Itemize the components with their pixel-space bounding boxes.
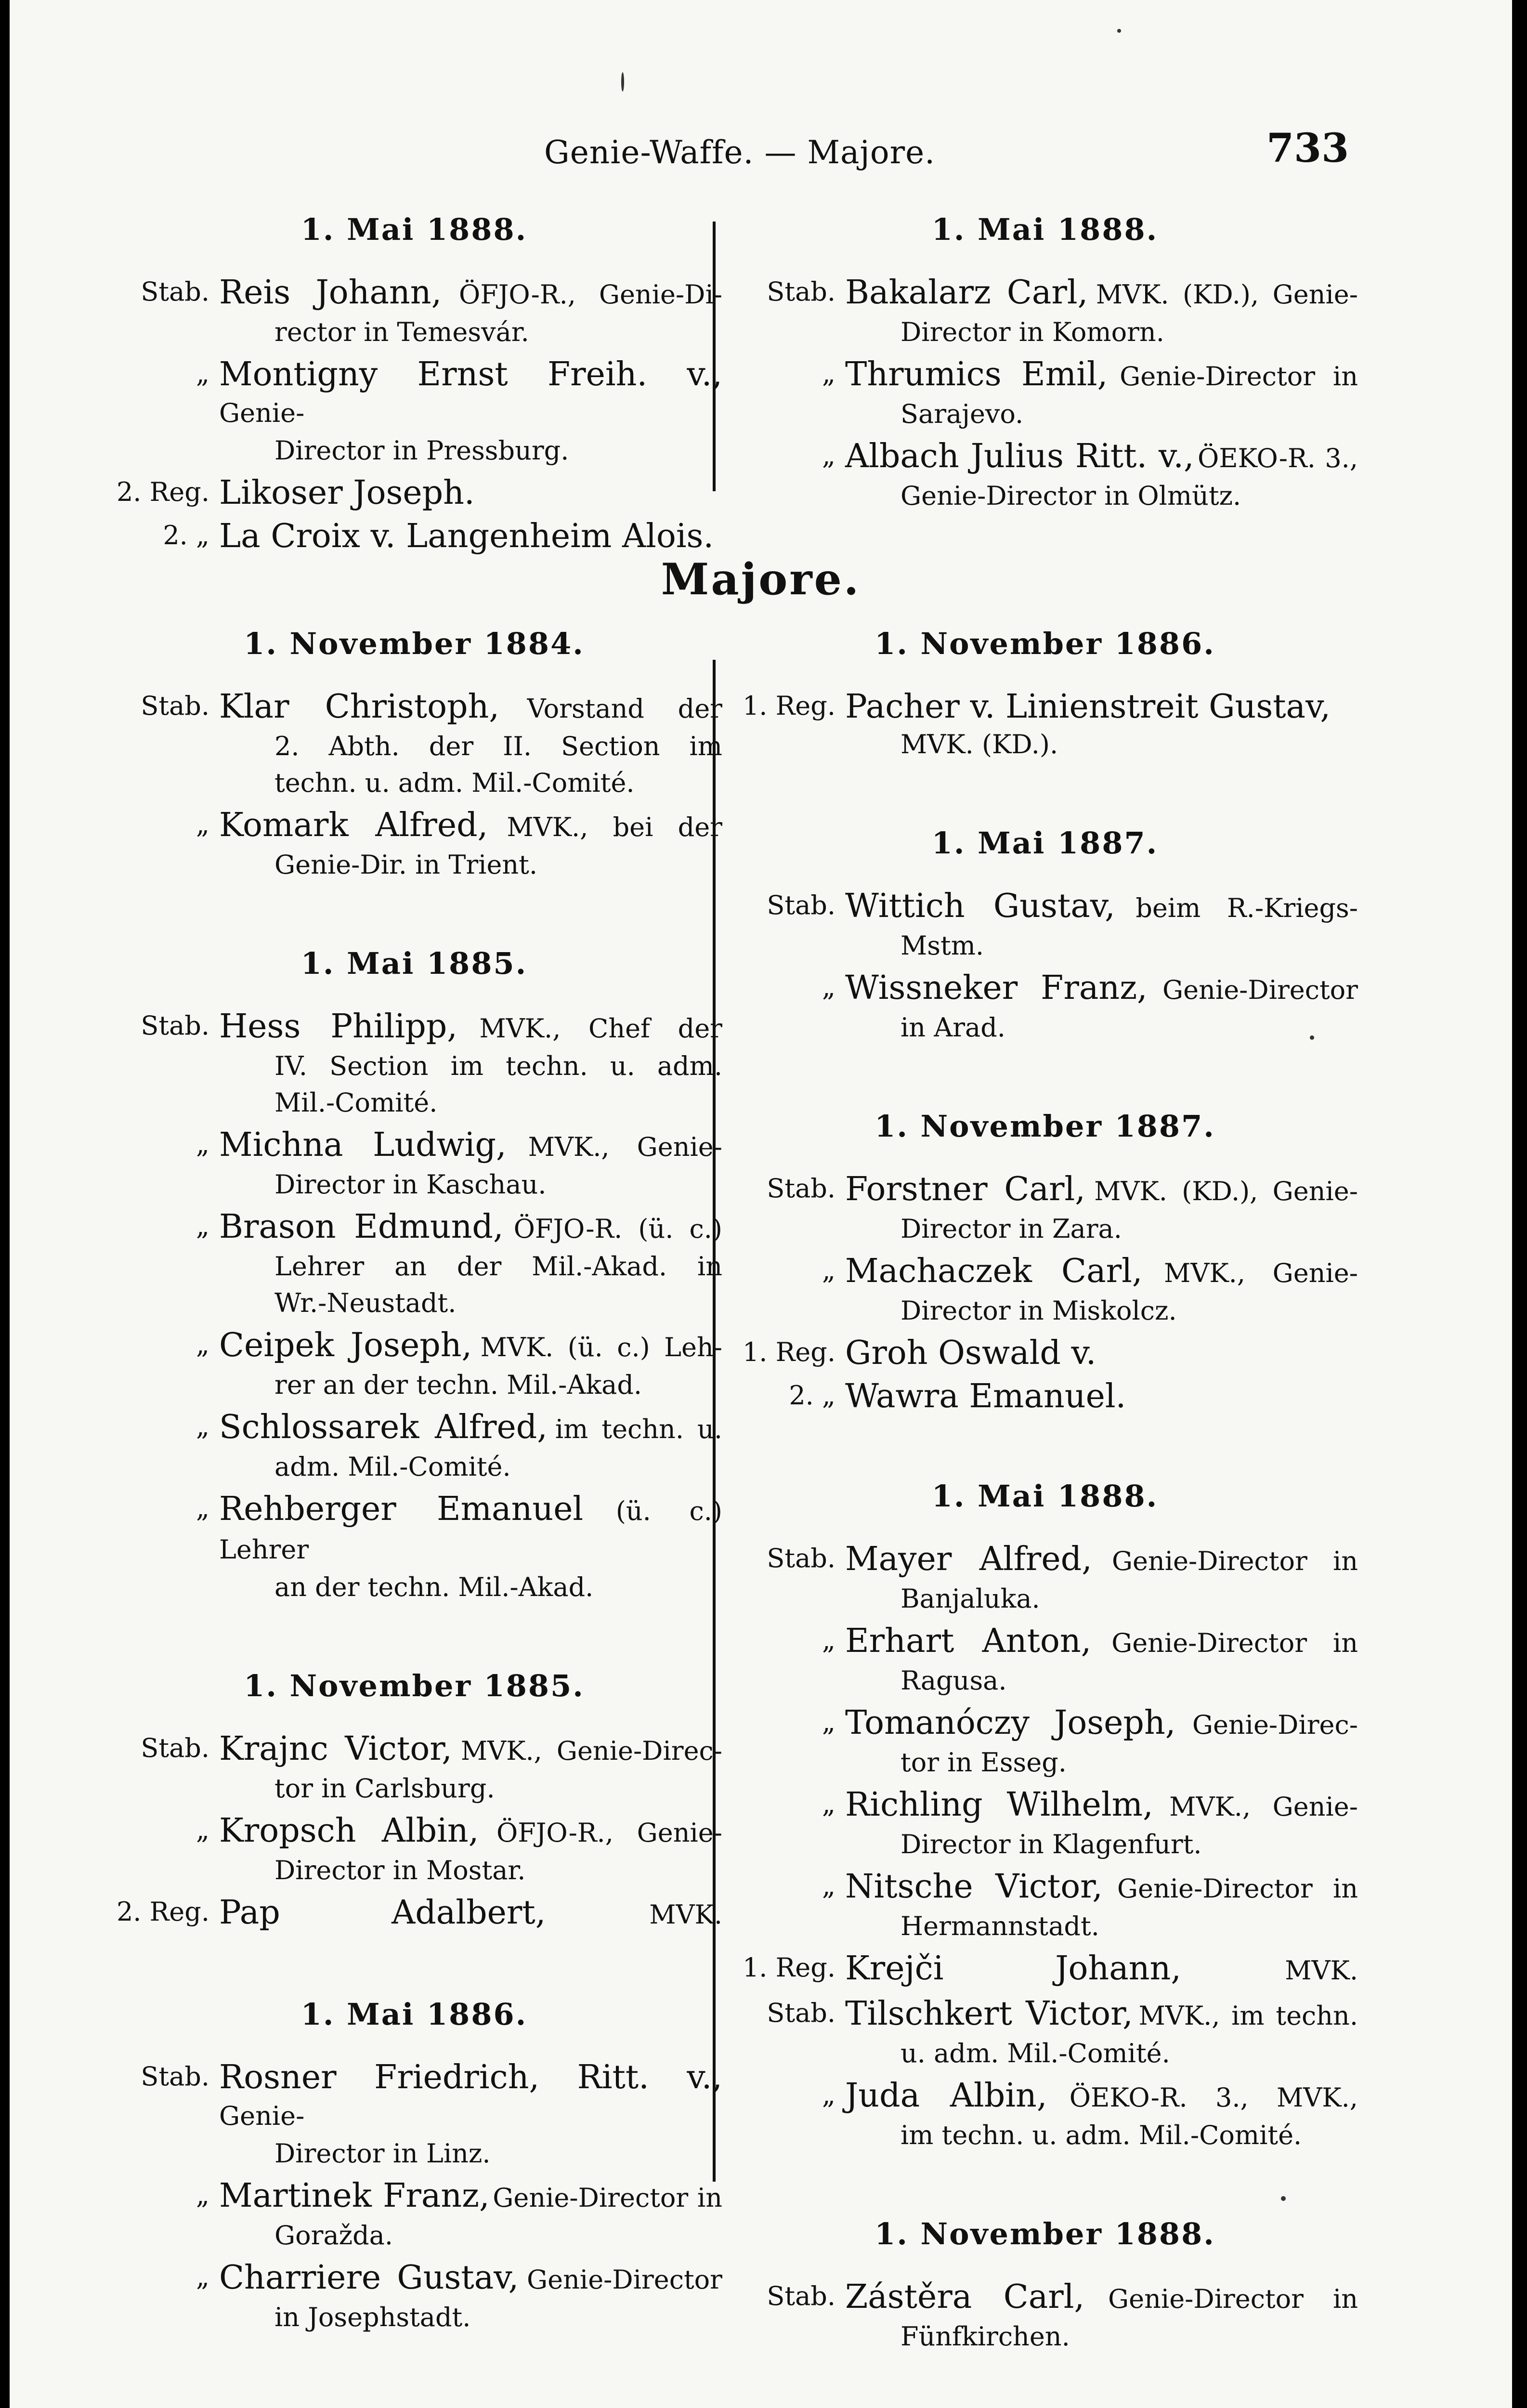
entry-prefix: „	[196, 1211, 209, 1241]
person-name: Zástěra Carl,	[845, 2278, 1085, 2316]
person-name: Ceipek Joseph,	[219, 1326, 472, 1364]
entry-body	[845, 1622, 1358, 1699]
list-entry	[732, 355, 1358, 432]
entry-continuation: Genie-Director in Olmütz.	[901, 481, 1241, 511]
entry-detail: ÖEKO-R. 3., MVK.,	[1069, 2082, 1358, 2113]
entry-continuation: Director in Zara.	[901, 1214, 1122, 1244]
entry-continuation: an der techn. Mil.-Akad.	[274, 1572, 594, 1602]
entry-first-line	[219, 806, 722, 847]
entry-prefix: Stab.	[141, 1010, 209, 1041]
entry-first-line	[845, 274, 1358, 314]
list-entry	[106, 688, 722, 801]
entry-continuation: adm. Mil.-Comité.	[274, 1452, 511, 1482]
entry-continuation: Lehrer an der Mil.-Akad. in	[274, 1251, 722, 1282]
entry-body	[845, 969, 1358, 1046]
entry-detail: Genie-Director in	[493, 2183, 722, 2213]
date-heading: 1. November 1887.	[874, 1109, 1215, 1144]
entry-body	[845, 887, 1358, 964]
list-entry	[732, 1704, 1358, 1781]
person-name: Krajnc Victor,	[219, 1730, 452, 1768]
entry-prefix: Stab.	[141, 2061, 209, 2092]
person-name: Richling Wilhelm,	[845, 1786, 1153, 1824]
entry-detail: Genie-Director in	[1111, 1628, 1358, 1658]
entry-detail: MVK. (ü. c.) Leh-	[480, 1332, 722, 1362]
entry-detail: Genie-Director in	[1117, 1873, 1358, 1904]
list-entry	[732, 1995, 1358, 2072]
entry-prefix: „	[196, 809, 209, 839]
list-entry	[732, 1170, 1358, 1247]
entry-continuation: MVK. (KD.).	[901, 729, 1058, 759]
person-name: Schlossarek Alfred,	[219, 1408, 548, 1446]
entry-body	[219, 1208, 722, 1322]
list-entry	[732, 1786, 1358, 1863]
entry-detail: MVK., im techn.	[1138, 2001, 1358, 2031]
entry-first-line	[219, 2259, 722, 2299]
entry-first-line	[219, 1894, 722, 1934]
page-number: 733	[1266, 125, 1349, 171]
top-left-column	[106, 212, 722, 561]
entry-body	[845, 2278, 1358, 2355]
entry-prefix: „	[196, 2262, 209, 2292]
entry-first-line	[845, 969, 1358, 1009]
person-name: Hess Philipp,	[219, 1008, 457, 1046]
person-name: Wawra Emanuel.	[845, 1377, 1126, 1415]
entry-first-line	[845, 1995, 1358, 2035]
entry-first-line	[845, 1622, 1358, 1662]
list-entry	[732, 1334, 1358, 1373]
entry-detail: Genie-Director in	[1108, 2284, 1358, 2314]
list-entry	[732, 2278, 1358, 2355]
entry-body	[219, 1008, 722, 1121]
person-name: Tilschkert Victor,	[845, 1995, 1133, 2033]
entry-body	[219, 1326, 722, 1403]
section-title: Majore.	[661, 554, 861, 605]
entry-body	[845, 1868, 1358, 1945]
entry-body	[219, 1490, 722, 1606]
entry-continuation: techn. u. adm. Mil.-Comité.	[274, 768, 635, 798]
entry-first-line	[219, 2177, 722, 2217]
entry-body	[845, 1704, 1358, 1781]
entry-prefix: „	[196, 1815, 209, 1845]
entry-body	[845, 1540, 1358, 1617]
entry-prefix: Stab.	[767, 1543, 835, 1573]
list-entry	[732, 1540, 1358, 1617]
entry-prefix: „	[822, 1789, 835, 1819]
person-name: Tomanóczy Joseph,	[845, 1704, 1176, 1742]
entry-detail: Genie-Director	[527, 2264, 722, 2295]
entry-detail: MVK., Genie-	[1164, 1258, 1358, 1288]
entry-body	[219, 517, 722, 556]
entry-prefix: Stab.	[767, 2281, 835, 2311]
entry-continuation: u. adm. Mil.-Comité.	[901, 2038, 1170, 2068]
top-right-column	[732, 212, 1358, 519]
entry-body	[219, 1730, 722, 1807]
person-name: Montigny Ernst Freih. v.,	[219, 355, 722, 393]
person-name: Brason Edmund,	[219, 1208, 504, 1246]
entry-detail: Genie-	[219, 398, 305, 428]
entry-detail: Genie-	[219, 2101, 305, 2131]
entry-prefix: Stab.	[767, 1173, 835, 1204]
date-heading: 1. Mai 1888.	[931, 212, 1159, 247]
person-name: Pap Adalbert,	[219, 1894, 546, 1932]
list-entry	[106, 1894, 722, 1934]
list-entry	[106, 1408, 722, 1485]
entry-detail: MVK., Genie-	[528, 1132, 722, 1162]
entry-detail: MVK. (KD.), Genie-	[1094, 1176, 1358, 1206]
person-name: Kropsch Albin,	[219, 1812, 479, 1850]
entry-first-line	[845, 1704, 1358, 1744]
scan-speck	[621, 72, 624, 92]
list-entry	[732, 274, 1358, 351]
entry-first-line	[845, 355, 1358, 396]
entry-continuation: Director in Kaschau.	[274, 1169, 547, 1200]
person-name: Mayer Alfred,	[845, 1540, 1092, 1578]
entry-prefix: „	[196, 1329, 209, 1360]
page	[10, 0, 1512, 2408]
scan-speck	[1117, 29, 1121, 33]
person-name: Rosner Friedrich, Ritt. v.,	[219, 2058, 722, 2096]
entry-continuation: Goražda.	[274, 2220, 393, 2251]
entry-continuation: rector in Temesvár.	[274, 317, 529, 347]
date-heading: 1. November 1884.	[244, 626, 585, 661]
entry-prefix: Stab.	[141, 1733, 209, 1763]
entry-body	[219, 2177, 722, 2254]
entry-detail: ÖEKO-R. 3.,	[1197, 443, 1358, 473]
running-head	[10, 125, 1512, 183]
entry-continuation: Banjaluka.	[901, 1584, 1040, 1614]
entry-first-line	[219, 1730, 722, 1770]
entry-first-line	[845, 1786, 1358, 1826]
entry-prefix: „	[822, 1625, 835, 1655]
scan-speck	[1310, 1035, 1314, 1040]
date-heading: 1. November 1888.	[874, 2216, 1215, 2251]
entry-first-line	[219, 474, 722, 512]
entry-prefix: 1. Reg.	[742, 691, 835, 721]
list-entry	[732, 1622, 1358, 1699]
entry-first-line	[845, 1252, 1358, 1293]
entry-first-line	[219, 517, 722, 556]
entry-first-line	[845, 688, 1358, 726]
date-heading: 1. Mai 1888.	[931, 1479, 1159, 1514]
entry-detail: Genie-Director in	[1120, 361, 1358, 392]
entry-first-line	[219, 1408, 722, 1449]
date-heading: 1. Mai 1886.	[300, 1997, 528, 2032]
date-heading: 1. Mai 1888.	[300, 212, 528, 247]
entry-continuation: Mstm.	[901, 930, 984, 961]
date-heading: 1. November 1886.	[874, 626, 1215, 661]
list-entry	[106, 355, 722, 469]
entry-prefix: „	[196, 1129, 209, 1159]
entry-detail: MVK.	[1285, 1955, 1358, 1986]
entry-first-line	[219, 1208, 722, 1248]
person-name: Reis Johann,	[219, 274, 442, 312]
entry-continuation: 2. Abth. der II. Section im	[274, 731, 722, 761]
entry-first-line	[845, 1377, 1358, 1416]
scan-speck	[1281, 2196, 1286, 2201]
entry-body	[845, 1252, 1358, 1329]
list-entry	[106, 274, 722, 351]
date-heading: 1. November 1885.	[244, 1668, 585, 1703]
entry-prefix: „	[822, 1871, 835, 1901]
entry-first-line	[845, 1334, 1358, 1373]
entry-body	[845, 1950, 1358, 1990]
entry-prefix: „	[822, 358, 835, 389]
entry-prefix: „	[196, 2180, 209, 2210]
entry-prefix: Stab.	[141, 276, 209, 307]
list-entry	[732, 969, 1358, 1046]
person-name: Michna Ludwig,	[219, 1126, 507, 1164]
entry-continuation: im techn. u. adm. Mil.-Comité.	[901, 2120, 1302, 2150]
person-name: Klar Christoph,	[219, 688, 499, 726]
entry-first-line	[845, 1950, 1358, 1990]
entry-detail: Genie-Director in	[1111, 1546, 1358, 1576]
entry-prefix: Stab.	[767, 890, 835, 920]
entry-continuation: in Josephstadt.	[274, 2302, 471, 2332]
list-entry	[732, 1252, 1358, 1329]
list-entry	[732, 1868, 1358, 1945]
entry-continuation: Genie-Dir. in Trient.	[274, 850, 538, 880]
entry-first-line	[219, 1126, 722, 1166]
entry-detail: MVK., Chef der	[479, 1013, 722, 1044]
entry-prefix: 2. „	[789, 1380, 835, 1411]
majore-left-column	[106, 626, 722, 2341]
list-entry	[106, 1812, 722, 1889]
entry-body	[219, 806, 722, 883]
person-name: Erhart Anton,	[845, 1622, 1092, 1660]
entry-first-line	[219, 1008, 722, 1048]
entry-detail: MVK., Genie-Direc-	[460, 1736, 723, 1766]
list-entry	[732, 1950, 1358, 1990]
entry-continuation: tor in Esseg.	[901, 1747, 1067, 1778]
list-entry	[732, 887, 1358, 964]
entry-prefix: 2. „	[163, 520, 209, 550]
list-entry	[106, 2177, 722, 2254]
entry-prefix: „	[822, 972, 835, 1002]
entry-prefix: „	[822, 1707, 835, 1737]
entry-continuation: Fünfkirchen.	[901, 2321, 1070, 2352]
person-name: Rehberger Emanuel	[219, 1490, 584, 1528]
date-heading: 1. Mai 1885.	[300, 946, 528, 981]
entry-detail: ÖFJO-R., Genie-	[496, 1818, 722, 1848]
person-name: Albach Julius Ritt. v.,	[845, 437, 1194, 475]
entry-continuation: Wr.-Neustadt.	[274, 1288, 457, 1318]
entry-detail: ÖFJO-R. (ü. c.)	[513, 1214, 722, 1244]
entry-first-line	[845, 887, 1358, 928]
entry-body	[219, 2058, 722, 2172]
person-name: Likoser Joseph.	[219, 474, 475, 512]
entry-first-line	[219, 355, 722, 432]
entry-prefix: 2. Reg.	[116, 477, 209, 507]
entry-detail: ÖFJO-R., Genie-Di-	[459, 279, 722, 310]
entry-detail: Genie-Director	[1162, 975, 1358, 1005]
entry-first-line	[845, 2077, 1358, 2117]
person-name: Groh Oswald v.	[845, 1334, 1096, 1372]
entry-first-line	[219, 2058, 722, 2135]
entry-prefix: „	[196, 1493, 209, 1523]
entry-body	[845, 1170, 1358, 1247]
entry-first-line	[219, 1812, 722, 1852]
person-name: Charriere Gustav,	[219, 2259, 519, 2297]
list-entry	[732, 2077, 1358, 2154]
entry-continuation: Mil.-Comité.	[274, 1087, 438, 1118]
entry-body	[845, 355, 1358, 432]
entry-prefix: 2. Reg.	[116, 1897, 209, 1927]
list-entry	[106, 806, 722, 883]
entry-body	[845, 688, 1358, 763]
entry-detail: Genie-Direc-	[1192, 1710, 1358, 1740]
entry-first-line	[845, 1868, 1358, 1908]
running-title: Genie-Waffe. — Majore.	[544, 134, 936, 171]
person-name: Martinek Franz,	[219, 2177, 490, 2215]
entry-prefix: Stab.	[767, 1998, 835, 2028]
entry-continuation: Director in Linz.	[274, 2138, 491, 2169]
entry-body	[219, 688, 722, 801]
majore-right-column	[732, 626, 1358, 2360]
entry-prefix: 1. Reg.	[742, 1337, 835, 1367]
entry-continuation: Hermannstadt.	[901, 1911, 1099, 1941]
entry-body	[845, 1995, 1358, 2072]
entry-prefix: „	[822, 1255, 835, 1285]
entry-body	[845, 1377, 1358, 1416]
entry-continuation: rer an der techn. Mil.-Akad.	[274, 1370, 642, 1400]
entry-continuation: Director in Miskolcz.	[901, 1296, 1177, 1326]
person-name: Machaczek Carl,	[845, 1252, 1143, 1290]
entry-continuation: Director in Komorn.	[901, 317, 1164, 347]
entry-prefix: „	[822, 2080, 835, 2110]
person-name: Pacher v. Linienstreit Gustav,	[845, 688, 1331, 726]
list-entry	[106, 1008, 722, 1121]
list-entry	[106, 517, 722, 556]
entry-first-line	[219, 1490, 722, 1569]
list-entry	[106, 1326, 722, 1403]
entry-prefix: Stab.	[141, 691, 209, 721]
person-name: Juda Albin,	[845, 2077, 1047, 2115]
list-entry	[732, 688, 1358, 763]
entry-body	[219, 274, 722, 351]
entry-first-line	[845, 1170, 1358, 1211]
entry-body	[845, 437, 1358, 514]
entry-detail: beim R.-Kriegs-	[1135, 893, 1358, 923]
entry-continuation: tor in Carlsburg.	[274, 1773, 495, 1804]
list-entry	[106, 1490, 722, 1606]
entry-detail: im techn. u.	[555, 1414, 722, 1444]
person-name: Wittich Gustav,	[845, 887, 1115, 925]
entry-continuation: Director in Pressburg.	[274, 435, 569, 466]
list-entry	[106, 2259, 722, 2336]
entry-prefix: 1. Reg.	[742, 1952, 835, 1983]
entry-detail: MVK., bei der	[507, 812, 722, 842]
list-entry	[106, 1126, 722, 1203]
entry-body	[219, 1812, 722, 1889]
person-name: Wissneker Franz,	[845, 969, 1148, 1007]
entry-body	[219, 355, 722, 469]
entry-body	[845, 1786, 1358, 1863]
list-entry	[732, 437, 1358, 514]
entry-prefix: „	[196, 358, 209, 389]
entry-detail: MVK., Genie-	[1169, 1792, 1358, 1822]
person-name: Thrumics Emil,	[845, 355, 1108, 393]
entry-body	[219, 1126, 722, 1203]
entry-body	[219, 474, 722, 512]
entry-detail: MVK. (KD.), Genie-	[1096, 279, 1358, 310]
entry-continuation: Ragusa.	[901, 1665, 1007, 1696]
entry-first-line	[845, 437, 1358, 478]
entry-continuation: Director in Klagenfurt.	[901, 1829, 1202, 1859]
person-name: Bakalarz Carl,	[845, 274, 1088, 312]
entry-prefix: „	[196, 1411, 209, 1441]
entry-first-line	[219, 274, 722, 314]
entry-body	[219, 1408, 722, 1485]
entry-first-line	[845, 1540, 1358, 1581]
list-entry	[106, 2058, 722, 2172]
list-entry	[732, 1377, 1358, 1416]
entry-prefix: „	[822, 440, 835, 471]
entry-continuation: IV. Section im techn. u. adm.	[274, 1051, 722, 1081]
entry-detail: (ü. c.) Lehrer	[219, 1496, 722, 1565]
entry-continuation: Director in Mostar.	[274, 1855, 526, 1885]
person-name: Krejči Johann,	[845, 1950, 1181, 1988]
entry-first-line	[219, 688, 722, 728]
entry-detail: MVK.	[649, 1899, 722, 1930]
list-entry	[106, 1730, 722, 1807]
date-heading: 1. Mai 1887.	[931, 825, 1159, 861]
entry-body	[219, 1894, 722, 1934]
entry-body	[219, 2259, 722, 2336]
entry-continuation: Sarajevo.	[901, 399, 1024, 429]
entry-body	[845, 2077, 1358, 2154]
entry-body	[845, 274, 1358, 351]
person-name: Komark Alfred,	[219, 806, 488, 844]
entry-detail: Vorstand der	[527, 694, 722, 724]
person-name: La Croix v. Langenheim Alois.	[219, 517, 714, 555]
person-name: Forstner Carl,	[845, 1170, 1085, 1208]
entry-first-line	[845, 2278, 1358, 2318]
person-name: Nitsche Victor,	[845, 1868, 1103, 1906]
list-entry	[106, 474, 722, 512]
entry-prefix: Stab.	[767, 276, 835, 307]
entry-first-line	[219, 1326, 722, 1367]
entry-body	[845, 1334, 1358, 1373]
entry-continuation: in Arad.	[901, 1012, 1005, 1043]
list-entry	[106, 1208, 722, 1322]
